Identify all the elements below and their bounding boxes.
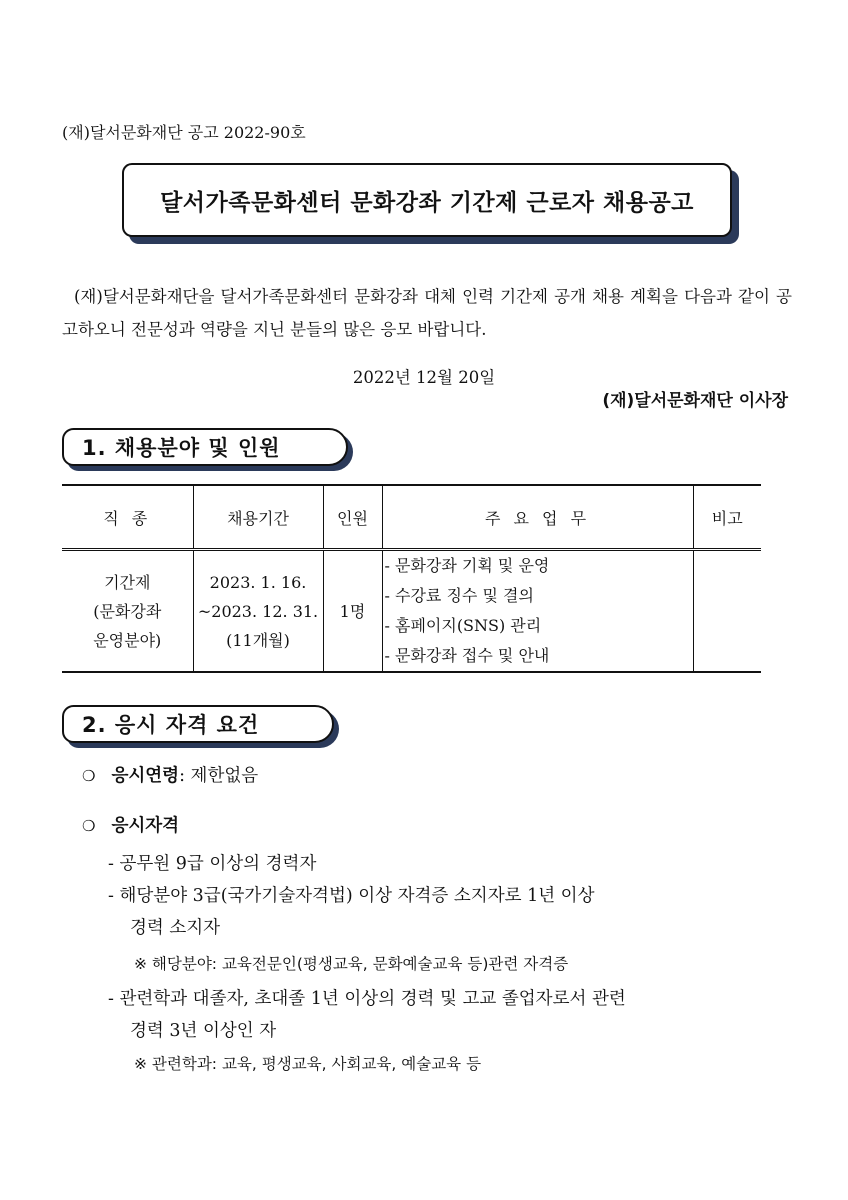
period-line: ~2023. 12. 31. — [197, 601, 319, 621]
period-line: (11개월) — [226, 630, 290, 650]
intro-paragraph: (재)달서문화재단을 달서가족문화센터 문화강좌 대체 인력 기간제 공개 채용 계획을 다음과 같이 공고하오니 전문성과 역량을 지닌 분들의 많은 응모 바랍니다. — [62, 287, 792, 339]
qualification-note: ※ 해당분야: 교육전문인(평생교육, 문화예술교육 등)관련 자격증 — [134, 955, 569, 973]
cell-note — [693, 550, 761, 673]
cell-job — [62, 550, 193, 673]
notice-number: (재)달서문화재단 공고 2022-90호 — [62, 123, 306, 142]
duty-item: - 홈페이지(SNS) 관리 — [384, 616, 542, 635]
issuer: (재)달서문화재단 이사장 — [602, 391, 788, 411]
job-line: 기간제 — [104, 572, 151, 592]
circle-bullet-icon: ❍ — [82, 817, 96, 835]
header-period: 채용기간 — [193, 485, 323, 550]
table-header-row — [62, 485, 761, 550]
header-duties: 주 요 업 무 — [382, 485, 693, 550]
duty-item: - 수강료 징수 및 결의 — [384, 586, 534, 605]
announcement-date: 2022년 12월 20일 — [352, 368, 496, 387]
qualification-item: - 해당분야 3급(국가기술자격법) 이상 자격증 소지자로 1년 이상 — [108, 886, 595, 906]
job-line: (문화강좌 — [93, 601, 162, 621]
header-count: 인원 — [323, 485, 382, 550]
cell-duties — [382, 550, 693, 673]
cell-period — [193, 550, 323, 673]
age-value: : 제한없음 — [179, 766, 259, 786]
circle-bullet-icon: ❍ — [82, 767, 96, 785]
cell-count: 1명 — [323, 550, 382, 673]
qualification-item: 경력 3년 이상인 자 — [130, 1021, 277, 1041]
duty-item: - 문화강좌 접수 및 안내 — [384, 646, 550, 665]
qualification-note: ※ 관련학과: 교육, 평생교육, 사회교육, 예술교육 등 — [134, 1055, 482, 1073]
qualification-heading — [82, 812, 179, 837]
qualification-item: 경력 소지자 — [130, 918, 221, 938]
qualification-item: - 공무원 9급 이상의 경력자 — [108, 854, 317, 874]
section-2-heading: 2. 응시 자격 요건 — [62, 705, 334, 743]
period-line: 2023. 1. 16. — [209, 572, 307, 592]
qualification-label: 응시자격 — [111, 816, 180, 836]
recruitment-table — [62, 484, 761, 673]
section-1-heading: 1. 채용분야 및 인원 — [62, 428, 348, 466]
header-note: 비고 — [693, 485, 761, 550]
job-line: 운영분야) — [93, 630, 162, 650]
header-job: 직 종 — [62, 485, 193, 550]
qualification-item: - 관련학과 대졸자, 초대졸 1년 이상의 경력 및 고교 졸업자로서 관련 — [108, 989, 626, 1009]
age-label: 응시연령 — [111, 766, 180, 786]
age-requirement — [82, 762, 258, 787]
page-title: 달서가족문화센터 문화강좌 기간제 근로자 채용공고 — [160, 189, 694, 216]
table-row — [62, 550, 761, 673]
duty-item: - 문화강좌 기획 및 운영 — [384, 556, 550, 575]
title-box — [122, 163, 732, 237]
